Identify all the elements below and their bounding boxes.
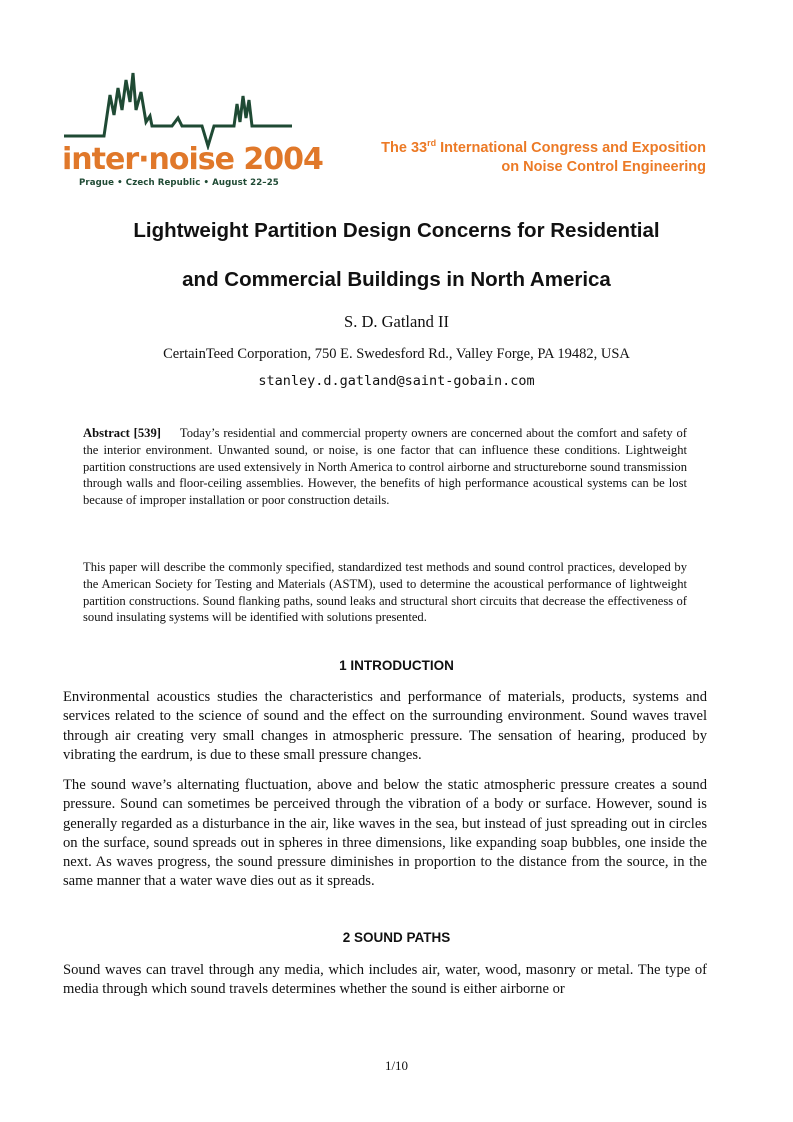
paper-title-line-1: Lightweight Partition Design Concerns for Residential <box>133 219 660 242</box>
intro-paragraph-1: Environmental acoustics studies the characteristics and performance of materials, products, systems and services related to the science of sound and the effect on the surrounding environment. Sound waves travel through air creating very small changes in atmospheric pressure. The sensation of hearing, produced by vibrating the eardrum, is due to these small pressure changes. <box>63 689 707 763</box>
congress-heading <box>381 139 706 177</box>
logo-wordmark: inter·noise 2004 <box>62 142 323 177</box>
author-affiliation: CertainTeed Corporation, 750 E. Swedesford Rd., Valley Forge, PA 19482, USA <box>163 346 630 362</box>
congress-line-1: The 33rd International Congress and Exposition <box>381 138 706 156</box>
abstract-paragraph-2: This paper will describe the commonly specified, standardized test methods and sound control practices, developed by the American Society for Testing and Materials (ASTM), used to determine the acoustical performance of lightweight partition constructions. Sound flanking paths, sound leaks and structural short circuits that decrease the effectiveness of sound insulating systems will be identified with solutions presented. <box>83 560 687 625</box>
intro-paragraph-2: The sound wave’s alternating fluctuation, above and below the static atmospheric pressure creates a sound pressure. Sound can sometimes be perceived through the vibration of a body or surface. However, sound is generally regarded as a disturbance in the air, like waves in the sea, but instead of just spreading out in circles on the surface, sound spreads out in spheres in three dimensions, like expanding soap bubbles, one inside the next. As waves progress, the sound pressure diminishes in proportion to the distance from the source, in the same manner that a water wave dies out as it spreads. <box>63 777 707 890</box>
page-number: 1/10 <box>384 1058 409 1073</box>
section-heading-introduction: 1 INTRODUCTION <box>339 658 454 673</box>
author-name: S. D. Gatland II <box>344 312 449 331</box>
section-heading-sound-paths: 2 SOUND PATHS <box>342 930 451 945</box>
sound-paths-paragraph-1: Sound waves can travel through any media, which includes air, water, wood, masonry or metal. The type of media through which sound travels determines whether the sound is either airborne or <box>63 962 707 998</box>
conference-logo <box>62 70 323 192</box>
logo-subtitle: Prague • Czech Republic • August 22–25 <box>79 178 279 188</box>
abstract-paragraph-1: Abstract [539] Today’s residential and commercial property owners are concerned about the comfort and safety of the interior environment. Unwanted sound, or noise, is one factor that can influence these conditions. Lightweight partition constructions are used extensively in North America to control airborne and structureborne sound transmission through walls and floor-ceiling assemblies. However, the benefits of high performance acoustical systems can be lost because of improper installation or poor construction details. <box>83 426 687 508</box>
author-email[interactable]: stanley.d.gatland@saint-gobain.com <box>258 373 535 389</box>
paper-title-line-2: and Commercial Buildings in North America <box>182 268 611 291</box>
abstract-label: Abstract [539] <box>83 426 161 440</box>
skyline-icon <box>62 70 294 150</box>
congress-line-2: on Noise Control Engineering <box>501 159 706 175</box>
